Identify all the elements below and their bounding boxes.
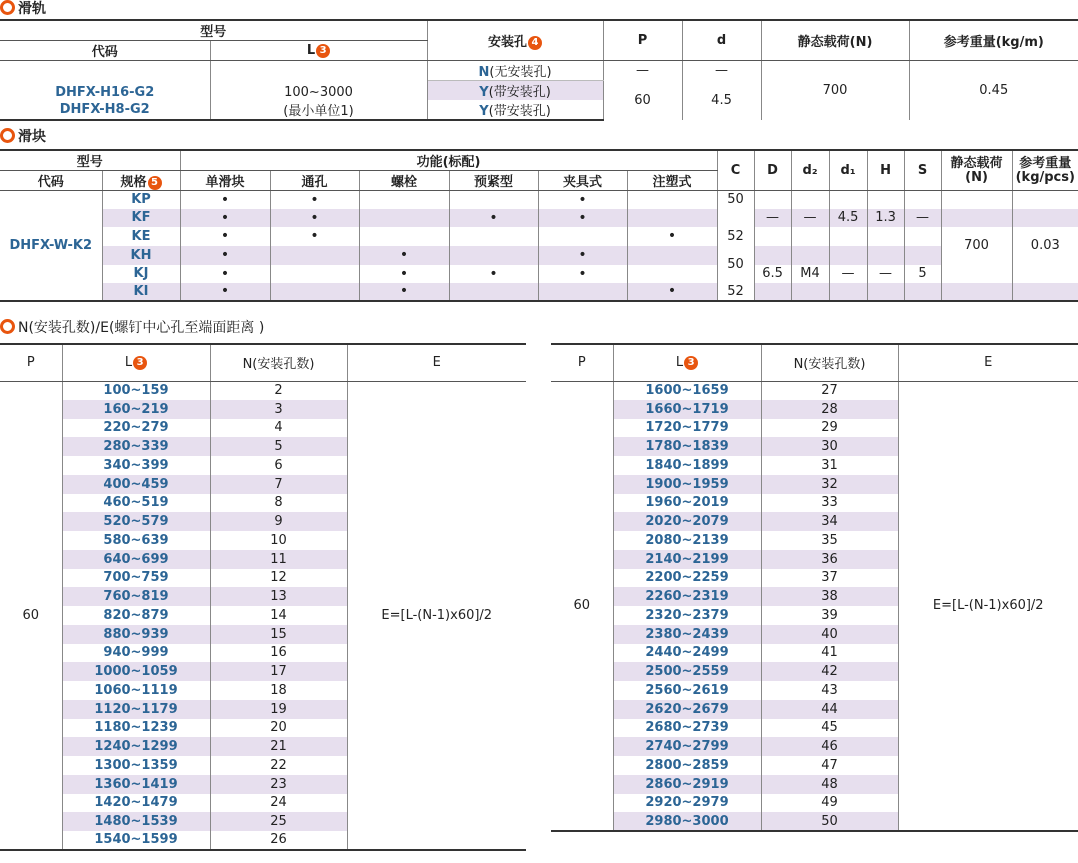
- holes-l-range: 400~459: [62, 475, 210, 494]
- note-badge: 4: [528, 36, 542, 50]
- block-header-d1: d₁: [829, 150, 867, 191]
- section-title-holes: [0, 319, 264, 337]
- holes-n-value: 27: [761, 381, 898, 400]
- rail-header-l-label: L: [306, 43, 316, 58]
- dot-icon: •: [359, 283, 449, 301]
- holes-table-right: [551, 343, 1078, 832]
- holes-n-value: 25: [210, 812, 347, 831]
- block-header-load-l2: (N): [965, 169, 988, 185]
- holes-l-range: 1720~1779: [613, 419, 761, 438]
- block-table: [0, 149, 1078, 302]
- spec-cell: KJ: [102, 265, 180, 283]
- block-header-d: D: [754, 150, 791, 191]
- holes-n-value: 45: [761, 719, 898, 738]
- rail-l-unit: (最小单位1): [210, 100, 427, 120]
- holes-n-value: 15: [210, 625, 347, 644]
- rail-l-range-value: 100~3000: [284, 85, 353, 100]
- rail-d-y: 4.5: [682, 81, 761, 121]
- block-header-weight-l1: 参考重量: [1019, 155, 1072, 171]
- holes-l-range: 2020~2079: [613, 512, 761, 531]
- d-cell: —: [754, 209, 791, 227]
- block-header-h: H: [867, 150, 904, 191]
- note-badge: 3: [133, 356, 147, 370]
- holes-l-range: 1600~1659: [613, 381, 761, 400]
- circle-bullet-icon: [0, 0, 15, 15]
- holes-n-value: 21: [210, 737, 347, 756]
- section-title-text: 滑轨: [18, 1, 46, 17]
- d2-cell: M4: [791, 265, 829, 283]
- holes-n-value: 11: [210, 550, 347, 569]
- holes-l-range: 2440~2499: [613, 644, 761, 663]
- holes-n-value: 2: [210, 381, 347, 400]
- holes-l-range: 220~279: [62, 419, 210, 438]
- d1-cell: —: [829, 265, 867, 283]
- holes-n-value: 33: [761, 494, 898, 513]
- block-header-weight-l2: (kg/pcs): [1015, 169, 1075, 185]
- block-weight: 0.03: [1012, 227, 1078, 265]
- holes-l-range: 580~639: [62, 531, 210, 550]
- holes-l-range: 2860~2919: [613, 775, 761, 794]
- holes-l-range: 160~219: [62, 400, 210, 419]
- holes-l-range: 1900~1959: [613, 475, 761, 494]
- block-header-load-l1: 静态载荷: [950, 155, 1003, 171]
- holes-l-range: 700~759: [62, 569, 210, 588]
- holes-n-value: 28: [761, 400, 898, 419]
- holes-header-l-label: L: [675, 355, 684, 371]
- holes-l-range: 340~399: [62, 456, 210, 475]
- rail-table: [0, 19, 1078, 121]
- holes-l-range: 1540~1599: [62, 831, 210, 850]
- holes-e-formula: E=[L-(N-1)x60]/2: [347, 381, 526, 850]
- holes-n-value: 6: [210, 456, 347, 475]
- section-title-rail: [0, 0, 46, 18]
- c-cell: 52: [717, 227, 754, 246]
- rail-weight: 0.45: [909, 61, 1078, 121]
- note-badge: 3: [316, 44, 330, 58]
- holes-l-range: 2320~2379: [613, 606, 761, 625]
- holes-n-value: 46: [761, 737, 898, 756]
- dot-icon: •: [627, 283, 717, 301]
- holes-l-range: 1660~1719: [613, 400, 761, 419]
- hole-text: (无安装孔): [489, 65, 552, 80]
- holes-l-range: 2560~2619: [613, 681, 761, 700]
- dot-icon: •: [449, 209, 538, 227]
- holes-n-value: 41: [761, 644, 898, 663]
- holes-l-range: 2800~2859: [613, 756, 761, 775]
- holes-l-range: 2620~2679: [613, 700, 761, 719]
- func-header: 预紧型: [449, 171, 538, 191]
- hole-letter: Y: [479, 104, 489, 119]
- holes-header-n: N(安装孔数): [210, 344, 347, 381]
- holes-l-range: 2680~2739: [613, 719, 761, 738]
- note-badge: 5: [148, 176, 162, 190]
- holes-n-value: 43: [761, 681, 898, 700]
- func-header: 通孔: [270, 171, 359, 191]
- holes-n-value: 42: [761, 662, 898, 681]
- block-header-c: C: [717, 150, 754, 191]
- rail-header-l: [210, 41, 427, 61]
- hole-text: (带安装孔): [488, 104, 551, 119]
- holes-n-value: 18: [210, 681, 347, 700]
- s-cell: 5: [904, 265, 941, 283]
- holes-l-range: 1360~1419: [62, 775, 210, 794]
- func-header: 单滑块: [180, 171, 270, 191]
- section-title-block: [0, 128, 46, 146]
- rail-code-1: DHFX-H16-G2: [0, 61, 210, 101]
- func-header: 夹具式: [538, 171, 627, 191]
- holes-n-value: 14: [210, 606, 347, 625]
- holes-n-value: 3: [210, 400, 347, 419]
- rail-hole-y2: [427, 100, 603, 120]
- s-cell: —: [904, 209, 941, 227]
- holes-n-value: 36: [761, 550, 898, 569]
- holes-n-value: 16: [210, 644, 347, 663]
- dot-icon: •: [449, 265, 538, 283]
- rail-p-y: 60: [603, 81, 682, 121]
- dot-icon: •: [538, 246, 627, 265]
- holes-l-range: 1300~1359: [62, 756, 210, 775]
- section-title-text: N(安装孔数)/E(螺钉中心孔至端面距离 ): [18, 320, 265, 336]
- dot-icon: •: [538, 191, 627, 209]
- holes-p-value: 60: [0, 381, 62, 850]
- dot-icon: •: [270, 191, 359, 209]
- spec-cell: KF: [102, 209, 180, 227]
- block-header-code: 代码: [0, 171, 102, 191]
- rail-header-p: P: [603, 20, 682, 61]
- rail-header-hole-label: 安装孔: [488, 35, 528, 50]
- block-header-spec-label: 规格: [120, 175, 147, 190]
- holes-n-value: 13: [210, 587, 347, 606]
- holes-n-value: 31: [761, 456, 898, 475]
- rail-header-d: d: [682, 20, 761, 61]
- holes-l-range: 820~879: [62, 606, 210, 625]
- holes-n-value: 12: [210, 569, 347, 588]
- holes-l-range: 2200~2259: [613, 569, 761, 588]
- dot-icon: •: [627, 227, 717, 246]
- holes-l-range: 1840~1899: [613, 456, 761, 475]
- holes-l-range: 2080~2139: [613, 531, 761, 550]
- block-header-d2: d₂: [791, 150, 829, 191]
- holes-n-value: 24: [210, 794, 347, 813]
- holes-n-value: 23: [210, 775, 347, 794]
- holes-l-range: 460~519: [62, 494, 210, 513]
- holes-l-range: 2980~3000: [613, 812, 761, 831]
- holes-n-value: 9: [210, 512, 347, 531]
- func-header: 螺栓: [359, 171, 449, 191]
- block-header-weight: [1012, 150, 1078, 191]
- dot-icon: •: [180, 209, 270, 227]
- hole-letter: N: [478, 65, 490, 80]
- note-badge: 3: [684, 356, 698, 370]
- rail-hole-n: [427, 61, 603, 81]
- holes-n-value: 50: [761, 812, 898, 831]
- h-cell: —: [867, 265, 904, 283]
- table-row: [551, 381, 1078, 400]
- spec-cell: KP: [102, 191, 180, 209]
- holes-header-p: P: [551, 344, 613, 381]
- dot-icon: •: [359, 265, 449, 283]
- holes-header-e: E: [898, 344, 1078, 381]
- holes-n-value: 37: [761, 569, 898, 588]
- rail-header-hole: [427, 20, 603, 61]
- holes-l-range: 520~579: [62, 512, 210, 531]
- holes-n-value: 38: [761, 587, 898, 606]
- holes-n-value: 40: [761, 625, 898, 644]
- rail-hole-y: [427, 81, 603, 101]
- holes-n-value: 44: [761, 700, 898, 719]
- holes-n-value: 47: [761, 756, 898, 775]
- holes-n-value: 32: [761, 475, 898, 494]
- holes-l-range: 100~159: [62, 381, 210, 400]
- rail-header-model: 型号: [0, 20, 427, 41]
- holes-n-value: 10: [210, 531, 347, 550]
- rail-p-n: —: [603, 61, 682, 81]
- block-code: DHFX-W-K2: [0, 191, 102, 301]
- holes-n-value: 34: [761, 512, 898, 531]
- holes-n-value: 22: [210, 756, 347, 775]
- holes-l-range: 2260~2319: [613, 587, 761, 606]
- holes-n-value: 8: [210, 494, 347, 513]
- holes-l-range: 280~339: [62, 437, 210, 456]
- rail-header-load: 静态载荷(N): [761, 20, 909, 61]
- holes-n-value: 4: [210, 419, 347, 438]
- holes-l-range: 1060~1119: [62, 681, 210, 700]
- holes-n-value: 7: [210, 475, 347, 494]
- holes-header-l-label: L: [124, 355, 133, 371]
- circle-bullet-icon: [0, 128, 15, 143]
- holes-l-range: 2140~2199: [613, 550, 761, 569]
- section-title-text: 滑块: [18, 129, 46, 145]
- holes-header-n: N(安装孔数): [761, 344, 898, 381]
- holes-l-range: 1000~1059: [62, 662, 210, 681]
- holes-l-range: 1180~1239: [62, 719, 210, 738]
- holes-l-range: 1780~1839: [613, 437, 761, 456]
- holes-l-range: 640~699: [62, 550, 210, 569]
- d-cell: 6.5: [754, 265, 791, 283]
- holes-n-value: 17: [210, 662, 347, 681]
- holes-l-range: 2380~2439: [613, 625, 761, 644]
- rail-d-n: —: [682, 61, 761, 81]
- dot-icon: •: [180, 283, 270, 301]
- dot-icon: •: [180, 246, 270, 265]
- dot-icon: •: [180, 191, 270, 209]
- dot-icon: •: [538, 209, 627, 227]
- holes-l-range: 880~939: [62, 625, 210, 644]
- block-header-model: 型号: [0, 150, 180, 171]
- holes-n-value: 39: [761, 606, 898, 625]
- circle-bullet-icon: [0, 319, 15, 334]
- dot-icon: •: [359, 246, 449, 265]
- rail-header-code: 代码: [0, 41, 210, 61]
- holes-l-range: 1120~1179: [62, 700, 210, 719]
- holes-n-value: 26: [210, 831, 347, 850]
- hole-letter: Y: [479, 85, 489, 100]
- spec-cell: KI: [102, 283, 180, 301]
- rail-l-range: [210, 61, 427, 101]
- holes-l-range: 1960~2019: [613, 494, 761, 513]
- holes-l-range: 1420~1479: [62, 794, 210, 813]
- holes-n-value: 29: [761, 419, 898, 438]
- holes-l-range: 2500~2559: [613, 662, 761, 681]
- holes-n-value: 35: [761, 531, 898, 550]
- block-header-load: [941, 150, 1012, 191]
- dot-icon: •: [180, 265, 270, 283]
- holes-l-range: 1480~1539: [62, 812, 210, 831]
- holes-n-value: 5: [210, 437, 347, 456]
- holes-l-range: 940~999: [62, 644, 210, 663]
- holes-n-value: 48: [761, 775, 898, 794]
- rail-code-2: DHFX-H8-G2: [0, 100, 210, 120]
- c-cell: 50: [717, 191, 754, 209]
- d2-cell: —: [791, 209, 829, 227]
- holes-p-value: 60: [551, 381, 613, 831]
- rail-header-weight: 参考重量(kg/m): [909, 20, 1078, 61]
- dot-icon: •: [270, 209, 359, 227]
- holes-l-range: 2740~2799: [613, 737, 761, 756]
- dot-icon: •: [538, 265, 627, 283]
- block-header-s: S: [904, 150, 941, 191]
- block-load: 700: [941, 227, 1012, 265]
- holes-n-value: 49: [761, 794, 898, 813]
- holes-e-formula: E=[L-(N-1)x60]/2: [898, 381, 1078, 831]
- rail-load: 700: [761, 61, 909, 121]
- dot-icon: •: [180, 227, 270, 246]
- block-header-func: 功能(标配): [180, 150, 717, 171]
- func-header: 注塑式: [627, 171, 717, 191]
- c-cell: 50: [717, 246, 754, 283]
- block-header-spec: [102, 171, 180, 191]
- table-row: [0, 381, 526, 400]
- spec-cell: KE: [102, 227, 180, 246]
- d1-cell: 4.5: [829, 209, 867, 227]
- holes-n-value: 30: [761, 437, 898, 456]
- spec-cell: KH: [102, 246, 180, 265]
- holes-header-e: E: [347, 344, 526, 381]
- holes-l-range: 760~819: [62, 587, 210, 606]
- holes-l-range: 1240~1299: [62, 737, 210, 756]
- hole-text: (带安装孔): [488, 85, 551, 100]
- dot-icon: •: [270, 227, 359, 246]
- holes-header-l: [62, 344, 210, 381]
- holes-table-left: [0, 343, 526, 851]
- holes-n-value: 20: [210, 719, 347, 738]
- h-cell: 1.3: [867, 209, 904, 227]
- holes-header-p: P: [0, 344, 62, 381]
- c-cell: 52: [717, 283, 754, 301]
- holes-n-value: 19: [210, 700, 347, 719]
- holes-l-range: 2920~2979: [613, 794, 761, 813]
- holes-header-l: [613, 344, 761, 381]
